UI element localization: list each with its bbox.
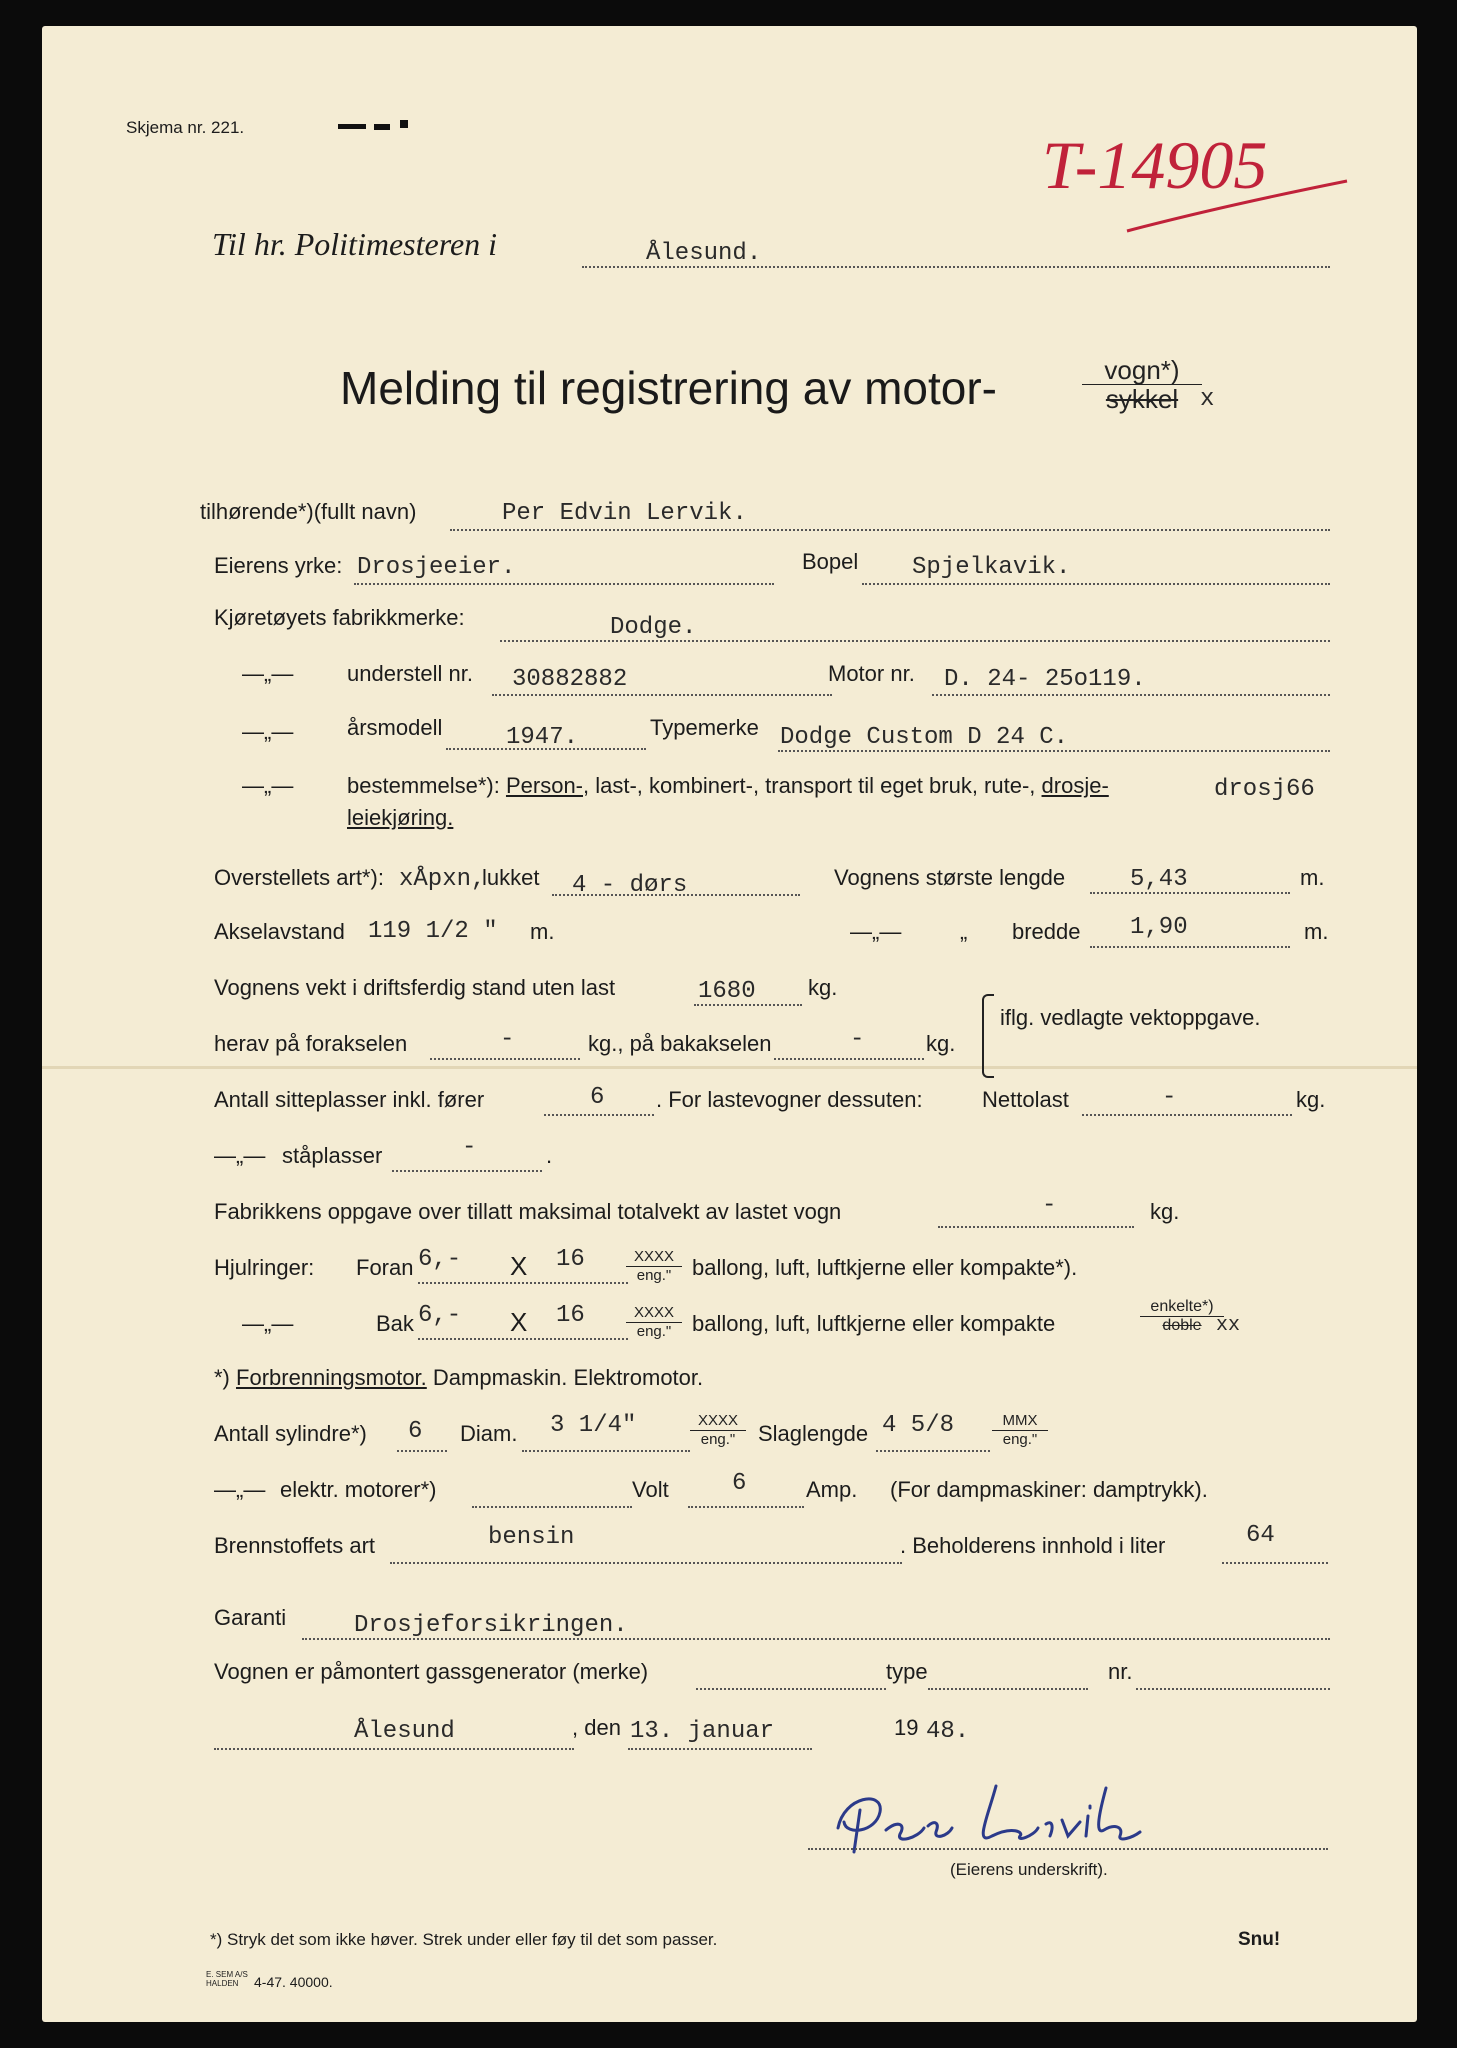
printer-mark: E. SEM A/S HALDEN xyxy=(206,1970,248,1988)
year-prefix: 19 xyxy=(894,1715,919,1740)
diameter-unit-fraction: XXXX eng." xyxy=(690,1412,746,1449)
guarantee-label: Garanti xyxy=(214,1605,287,1630)
gas-nr-label: nr. xyxy=(1108,1659,1133,1684)
year-label: årsmodell xyxy=(347,715,443,740)
freight-label: . For lastevogner dessuten: xyxy=(656,1087,923,1112)
footer-note: *) Stryk det som ikke høver. Strek under eller føy til det som passer. xyxy=(210,1930,718,1949)
ink-mark xyxy=(400,120,408,128)
fill-line xyxy=(876,1450,990,1452)
date-year: 48. xyxy=(926,1718,970,1745)
body-closed-label: lukket xyxy=(482,865,540,890)
front-axle-value: - xyxy=(500,1026,515,1053)
ditto-mark: —„— xyxy=(242,719,294,744)
body-doors: 4 - dørs xyxy=(572,872,688,899)
wheels-label: Hjulringer: xyxy=(214,1255,315,1280)
times-sign: X xyxy=(510,1307,528,1337)
purpose-rental: leiekjøring. xyxy=(347,805,454,830)
rear-width-value: 6,- xyxy=(418,1302,462,1329)
purpose-person: Person- xyxy=(505,773,584,798)
engine-combustion: Forbrenningsmotor. xyxy=(236,1365,427,1390)
volt-label: Volt xyxy=(632,1477,669,1502)
ditto-mark: —„— xyxy=(850,919,902,944)
steam-pressure-label: (For dampmaskiner: damptrykk). xyxy=(890,1477,1208,1502)
ditto-mark: —„— xyxy=(214,1477,266,1502)
fill-line xyxy=(392,1170,542,1172)
chassis-value: 30882882 xyxy=(512,666,628,693)
fill-line xyxy=(932,694,1330,696)
engine-type-row: *) Forbrenningsmotor. Dampmaskin. Elektromotor. xyxy=(214,1365,704,1390)
max-weight-value: - xyxy=(1042,1192,1057,1219)
width-unit: m. xyxy=(1304,919,1329,944)
wheelbase-unit: m. xyxy=(530,919,555,944)
date-den: , den xyxy=(572,1715,621,1740)
turn-over-note: Snu! xyxy=(1238,1929,1281,1950)
ditto-mark: —„— xyxy=(242,773,294,798)
fill-line xyxy=(522,1450,690,1452)
fill-line xyxy=(552,894,800,896)
ditto-mark: —„— xyxy=(242,1311,294,1336)
fill-line xyxy=(500,640,1330,642)
fill-line xyxy=(938,1226,1134,1228)
occupation-value: Drosjeeier. xyxy=(357,554,516,581)
fill-line xyxy=(1082,1114,1292,1116)
fill-line xyxy=(418,1282,628,1284)
body-label: Overstellets art*): xyxy=(214,865,384,890)
wheelbase-label: Akselavstand xyxy=(214,919,345,944)
occupation-label: Eierens yrke: xyxy=(214,553,343,578)
signature-label: (Eierens underskrift). xyxy=(950,1860,1108,1879)
engine-steam: Dampmaskin. xyxy=(432,1365,568,1390)
rear-label: Bak xyxy=(376,1311,414,1336)
fill-line xyxy=(694,1004,802,1006)
fill-line xyxy=(928,1688,1088,1690)
front-label: Foran xyxy=(356,1255,414,1280)
type-label: Typemerke xyxy=(650,715,759,740)
page-title: Melding til registrering av motor- xyxy=(340,362,998,414)
max-weight-label: Fabrikkens oppgave over tillatt maksimal totalvekt av lastet vogn xyxy=(214,1199,842,1224)
ink-mark xyxy=(338,124,366,129)
fill-line xyxy=(354,583,774,585)
fill-line xyxy=(1090,892,1290,894)
fill-line xyxy=(390,1562,902,1564)
front-axle-label: herav på forakselen xyxy=(214,1031,408,1056)
cylinders-label: Antall sylindre*) xyxy=(214,1421,367,1446)
width-value: 1,90 xyxy=(1130,914,1188,941)
make-value: Dodge. xyxy=(610,614,697,641)
fill-line xyxy=(696,1688,886,1690)
residence-value: Spjelkavik. xyxy=(912,554,1071,581)
diameter-label: Diam. xyxy=(460,1421,518,1446)
struck-mark: x xyxy=(1200,386,1215,413)
rear-axle-unit: kg. xyxy=(926,1031,956,1056)
form-number: Skjema nr. 221. xyxy=(126,118,245,137)
signature-image xyxy=(824,1766,1164,1866)
fill-line xyxy=(688,1506,804,1508)
ditto-mark: —„— xyxy=(214,1143,266,1168)
fill-line xyxy=(1090,946,1290,948)
reference-number: T-14905 xyxy=(1042,127,1268,203)
fill-line xyxy=(418,1338,628,1340)
purpose-label: bestemmelse*): Person-, last-, kombinert-, transport til eget bruk, rute-, drosje- xyxy=(347,773,1109,798)
purpose-taxi: drosje- xyxy=(1041,773,1109,798)
net-load-unit: kg. xyxy=(1296,1087,1326,1112)
fuel-value: bensin xyxy=(488,1524,575,1551)
weight-label: Vognens vekt i driftsferdig stand uten last xyxy=(214,975,616,1000)
tank-value: 64 xyxy=(1246,1522,1275,1549)
length-value: 5,43 xyxy=(1130,866,1188,893)
fuel-label: Brennstoffets art xyxy=(214,1533,376,1558)
vehicle-type-fraction: vogn*) sykkel xyxy=(1082,356,1202,413)
addressee-value: Ålesund. xyxy=(646,240,762,267)
rear-unit-fraction: XXXX eng." xyxy=(626,1304,682,1341)
front-tire-desc: ballong, luft, luftkjerne eller kompakte*). xyxy=(692,1255,1078,1280)
residence-label: Bopel xyxy=(802,549,859,574)
fill-line xyxy=(582,266,1330,268)
fill-line xyxy=(862,583,1330,585)
cylinders-value: 6 xyxy=(408,1418,423,1445)
fill-line xyxy=(492,694,832,696)
purpose-overtype: drosj66 xyxy=(1214,776,1315,803)
wheelbase-value: 119 1/2 " xyxy=(368,918,498,945)
chassis-label: understell nr. xyxy=(347,661,473,686)
fill-line xyxy=(774,1058,924,1060)
fill-line xyxy=(808,1848,1328,1850)
gas-type-label: type xyxy=(886,1659,928,1684)
paper-fold xyxy=(42,1066,1417,1069)
stroke-label: Slaglengde xyxy=(758,1421,869,1446)
length-unit: m. xyxy=(1300,865,1325,890)
volt-value: 6 xyxy=(732,1470,747,1497)
tank-label: . Beholderens innhold i liter xyxy=(900,1533,1166,1558)
weight-note: iflg. vedlagte vektoppgave. xyxy=(1000,1005,1261,1030)
red-underline-stroke xyxy=(1122,176,1352,236)
seats-value: 6 xyxy=(590,1084,605,1111)
fill-line xyxy=(430,1058,580,1060)
date-day: 13. januar xyxy=(630,1718,775,1745)
motor-label: Motor nr. xyxy=(828,661,915,686)
fill-line xyxy=(450,529,1330,531)
length-label: Vognens største lengde xyxy=(834,865,1066,890)
standing-end: . xyxy=(546,1143,553,1168)
fill-line xyxy=(1136,1688,1330,1690)
amp-label: Amp. xyxy=(806,1477,858,1502)
fill-line xyxy=(544,1114,654,1116)
fill-line xyxy=(446,748,646,750)
make-label: Kjøretøyets fabrikkmerke: xyxy=(214,605,465,630)
net-load-label: Nettolast xyxy=(982,1087,1069,1112)
seats-label: Antall sitteplasser inkl. fører xyxy=(214,1087,485,1112)
print-info: 4-47. 40000. xyxy=(254,1974,333,1990)
times-sign: X xyxy=(510,1251,528,1281)
owner-label: tilhørende*)(fullt navn) xyxy=(200,499,417,524)
body-prefix: xÅpxn, xyxy=(399,866,486,893)
diameter-value: 3 1/4" xyxy=(550,1412,637,1439)
type-value: Dodge Custom D 24 C. xyxy=(780,724,1069,751)
gas-generator-label: Vognen er påmontert gassgenerator (merke) xyxy=(214,1659,649,1684)
stroke-unit-fraction: MMX eng." xyxy=(992,1412,1048,1449)
fill-line xyxy=(1222,1562,1328,1564)
addressee-label: Til hr. Politimesteren i xyxy=(212,226,498,262)
year-value: 1947. xyxy=(506,724,579,751)
guarantee-value: Drosjeforsikringen. xyxy=(354,1612,628,1639)
ditto-quote: „ xyxy=(960,919,968,944)
electric-motors-label: elektr. motorer*) xyxy=(280,1477,437,1502)
rear-axle-label: kg., på bakakselen xyxy=(588,1031,772,1056)
date-place: Ålesund xyxy=(354,1718,455,1745)
front-width-value: 6,- xyxy=(418,1246,462,1273)
form-page xyxy=(42,26,1417,2022)
fill-line xyxy=(397,1450,447,1452)
width-label: bredde xyxy=(1012,919,1081,944)
weight-unit: kg. xyxy=(808,975,838,1000)
ink-mark xyxy=(374,124,390,130)
front-rim-value: 16 xyxy=(556,1246,585,1273)
fill-line xyxy=(302,1638,1330,1640)
weight-value: 1680 xyxy=(698,978,756,1005)
owner-value: Per Edvin Lervik. xyxy=(502,500,747,527)
motor-value: D. 24- 25o119. xyxy=(944,666,1146,693)
fill-line xyxy=(778,750,1330,752)
fill-line xyxy=(472,1506,632,1508)
engine-electric: Elektromotor. xyxy=(573,1365,704,1390)
stroke-value: 4 5/8 xyxy=(882,1412,955,1439)
standing-label: ståplasser xyxy=(282,1143,383,1168)
standing-value: - xyxy=(462,1134,477,1161)
fill-line xyxy=(628,1748,812,1750)
ditto-mark: —„— xyxy=(242,661,294,686)
single-double-fraction: enkelte*) doble xyxy=(1140,1298,1224,1335)
max-weight-unit: kg. xyxy=(1150,1199,1180,1224)
fill-line xyxy=(214,1748,574,1750)
rear-axle-value: - xyxy=(850,1026,865,1053)
weight-bracket xyxy=(982,994,994,1078)
front-unit-fraction: XXXX eng." xyxy=(626,1248,682,1285)
rear-tire-desc: ballong, luft, luftkjerne eller kompakte xyxy=(692,1311,1056,1336)
struck-mark: xx xyxy=(1216,1314,1241,1337)
net-load-value: - xyxy=(1162,1084,1177,1111)
rear-rim-value: 16 xyxy=(556,1302,585,1329)
